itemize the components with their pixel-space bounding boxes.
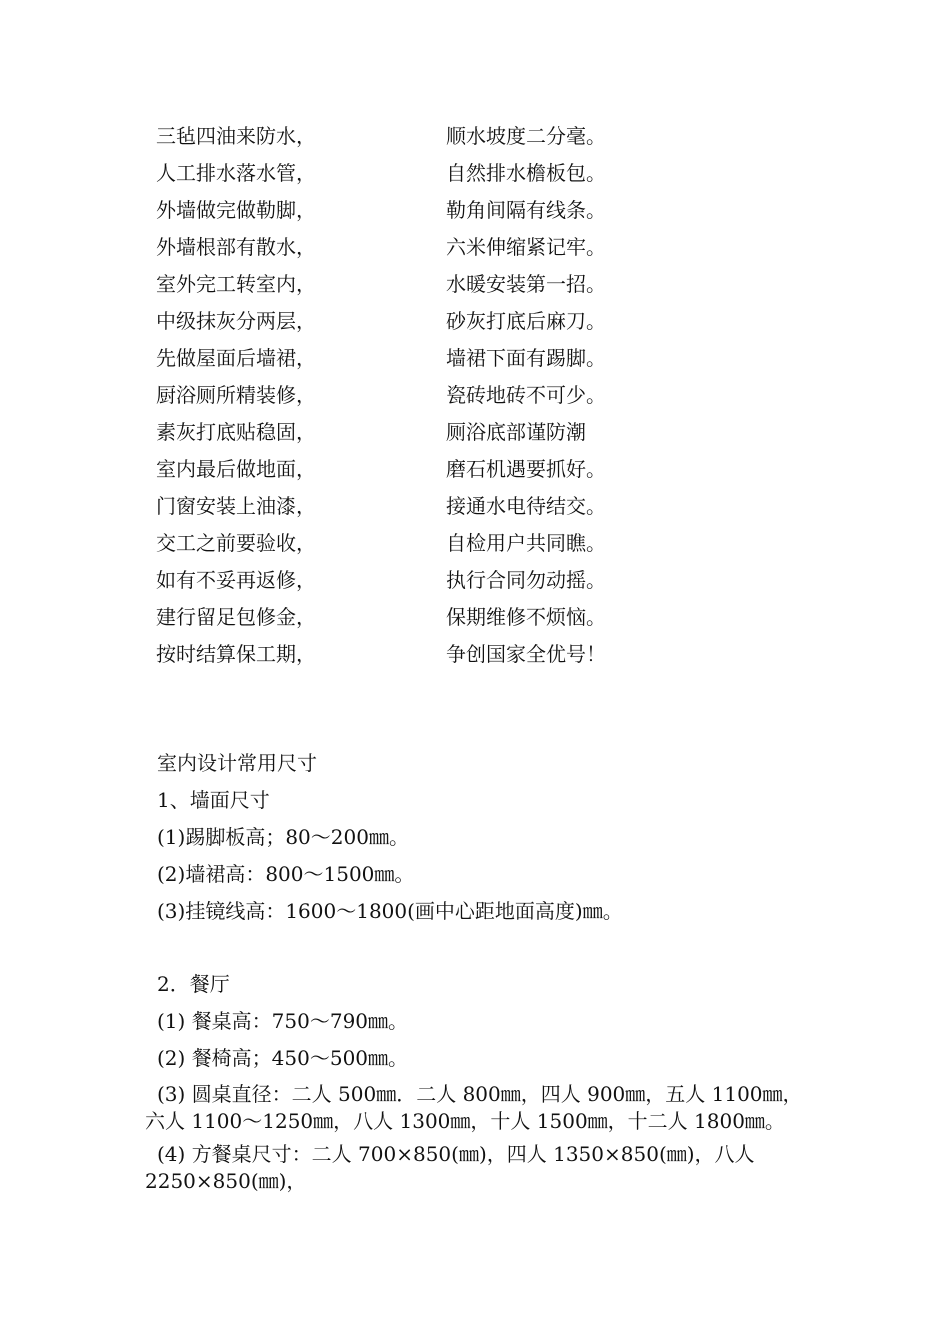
construction-poem — [156, 118, 796, 673]
poem-line-right: 磨石机遇要抓好。 — [446, 457, 606, 481]
wall-heading: 1、墙面尺寸 — [157, 788, 270, 812]
poem-line — [156, 599, 796, 636]
wall-item-dado: (2)墙裙高：800～1500㎜。 — [157, 862, 415, 886]
poem-line — [156, 192, 796, 229]
poem-line-right: 接通水电待结交。 — [446, 494, 606, 518]
dining-item-square-table — [145, 1141, 815, 1195]
round-table-line-2: 六人 1100～1250㎜，八人 1300㎜，十人 1500㎜，十二人 1800㎜。 — [145, 1109, 785, 1133]
poem-line — [156, 562, 796, 599]
wall-item-picture-rail: (3)挂镜线高：1600～1800(画中心距地面高度)㎜。 — [157, 899, 623, 923]
poem-line — [156, 340, 796, 377]
poem-line-left: 门窗安装上油漆， — [156, 494, 316, 518]
section-title: 室内设计常用尺寸 — [157, 751, 317, 775]
poem-line-left: 外墙根部有散水， — [156, 235, 316, 259]
square-table-line-2: 2250×850(㎜)， — [145, 1169, 307, 1193]
poem-line-right: 保期维修不烦恼。 — [446, 605, 606, 629]
poem-line-right: 自然排水檐板包。 — [446, 161, 606, 185]
poem-line-left: 素灰打底贴稳固， — [156, 420, 316, 444]
poem-line-left: 室外完工转室内， — [156, 272, 316, 296]
dining-section — [145, 966, 815, 1201]
wall-item-baseboard: (1)踢脚板高；80～200㎜。 — [157, 825, 409, 849]
poem-line-left: 交工之前要验收， — [156, 531, 316, 555]
poem-line-right: 六米伸缩紧记牢。 — [446, 235, 606, 259]
poem-line-right: 瓷砖地砖不可少。 — [446, 383, 606, 407]
poem-line — [156, 414, 796, 451]
poem-line — [156, 377, 796, 414]
poem-line — [156, 229, 796, 266]
poem-line-left: 室内最后做地面， — [156, 457, 316, 481]
poem-line-right: 自检用户共同瞧。 — [446, 531, 606, 555]
poem-line — [156, 451, 796, 488]
poem-line-right: 墙裙下面有踢脚。 — [446, 346, 606, 370]
round-table-line-1: (3) 圆桌直径：二人 500㎜．二人 800㎜，四人 900㎜，五人 1100㎜， — [157, 1082, 803, 1106]
poem-line-right: 顺水坡度二分毫。 — [446, 124, 606, 148]
square-table-line-1: (4) 方餐桌尺寸：二人 700×850(㎜)，四人 1350×850(㎜)，八人 — [157, 1142, 755, 1166]
dining-item-round-table — [145, 1081, 815, 1135]
poem-line-left: 如有不妥再返修， — [156, 568, 316, 592]
poem-line-left: 按时结算保工期， — [156, 642, 316, 666]
poem-line-left: 先做屋面后墙裙， — [156, 346, 316, 370]
poem-line-right: 争创国家全优号！ — [446, 642, 606, 666]
poem-line — [156, 155, 796, 192]
poem-line — [156, 266, 796, 303]
poem-line-right: 执行合同勿动摇。 — [446, 568, 606, 592]
poem-line-right: 勒角间隔有线条。 — [446, 198, 606, 222]
poem-line-right: 厕浴底部谨防潮 — [446, 420, 586, 444]
poem-line-left: 中级抹灰分两层， — [156, 309, 316, 333]
poem-line — [156, 303, 796, 340]
dining-item-table-height: (1) 餐桌高：750～790㎜。 — [157, 1009, 409, 1033]
poem-line-left: 三毡四油来防水， — [156, 124, 316, 148]
poem-line-right: 砂灰打底后麻刀。 — [446, 309, 606, 333]
poem-line-left: 人工排水落水管， — [156, 161, 316, 185]
poem-line — [156, 118, 796, 155]
poem-line-right: 水暖安装第一招。 — [446, 272, 606, 296]
interior-dimensions-section — [145, 745, 815, 930]
poem-line-left: 外墙做完做勒脚， — [156, 198, 316, 222]
dining-item-chair-height: (2) 餐椅高；450～500㎜。 — [157, 1046, 409, 1070]
dining-heading: 2．餐厅 — [157, 972, 230, 996]
poem-line — [156, 525, 796, 562]
poem-line-left: 厨浴厕所精装修， — [156, 383, 316, 407]
poem-line — [156, 636, 796, 673]
poem-line — [156, 488, 796, 525]
poem-line-left: 建行留足包修金， — [156, 605, 316, 629]
